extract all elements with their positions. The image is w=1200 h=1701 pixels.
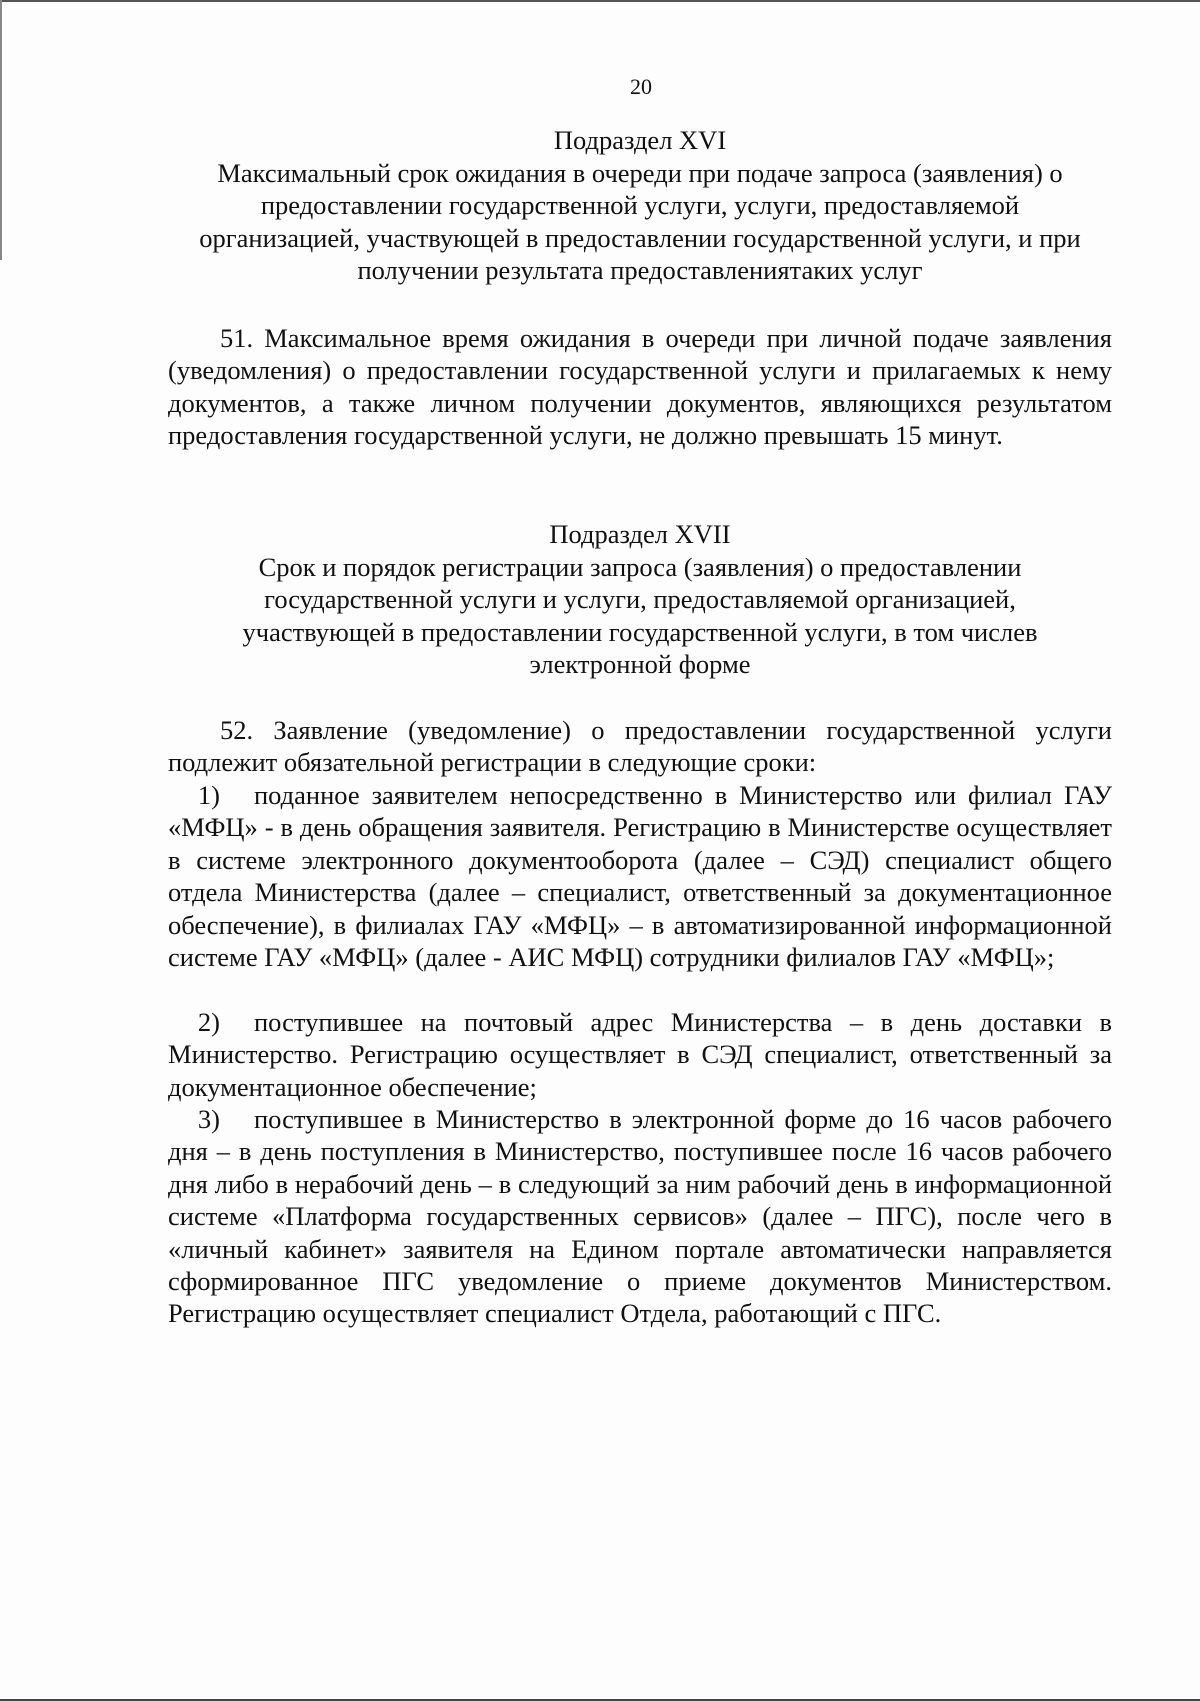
list-item-number: 3) bbox=[197, 1104, 220, 1134]
paragraph-51-text: 51. Максимальное время ожидания в очереди при личной подаче заявления (уведомления) о предоставлении государственной услуги и прилагаемых к нему документов, а также личном получении документов, являющихся результатом предоставления государственной услуги, не должно превышать 15 минут. bbox=[168, 323, 1112, 451]
list-item bbox=[168, 1006, 1112, 1103]
section-16-title: Подраздел XVI bbox=[553, 125, 727, 155]
section-16-heading bbox=[168, 124, 1112, 287]
section-17-heading-line: участвующей в предоставлении государственной услуги, в том числев bbox=[242, 616, 1038, 647]
paragraph-52 bbox=[168, 714, 1112, 779]
list-item-text: поступившее в Министерство в электронной форме до 16 часов рабочего дня – в день поступления в Министерство, поступившее после 16 часов рабочего дня либо в нерабочий день – в следующий за ним рабочий день в информационной системе «Платформа государственных сервисов» (далее – ПГС), после чего в «личный кабинет» заявителя на Едином портале автоматически направляется сформированное ПГС уведомление о приеме документов Министерством. Регистрацию осуществляет специалист Отдела, работающий с ПГС. bbox=[168, 1104, 1112, 1329]
list-item bbox=[168, 1103, 1112, 1330]
section-16-heading-line: организацией, участвующей в предоставлении государственной услуги, и при bbox=[199, 222, 1081, 253]
section-17-heading-line: Срок и порядок регистрации запроса (заявления) о предоставлении bbox=[258, 551, 1022, 582]
section-16-heading-line: получении результата предоставлениятаких услуг bbox=[357, 255, 923, 285]
scan-top-edge bbox=[0, 0, 1200, 2]
section-16-heading-line: Максимальный срок ожидания в очереди при подаче запроса (заявления) о bbox=[217, 157, 1063, 188]
list-item-text: поданное заявителем непосредственно в Министерство или филиал ГАУ «МФЦ» - в день обращения заявителя. Регистрацию в Министерстве осуществляет в системе электронного документооборота (далее – СЭД) специалист общего отдела Министерства (далее – специалист, ответственный за документационное обеспечение), в филиалах ГАУ «МФЦ» – в автоматизированной информационной системе ГАУ «МФЦ» (далее - АИС МФЦ) сотрудники филиалов ГАУ «МФЦ»; bbox=[168, 780, 1112, 973]
section-17-heading-line: электронной форме bbox=[529, 649, 751, 679]
paragraph-52-text: 52. Заявление (уведомление) о предоставлении государственной услуги подлежит обязательной регистрации в следующие сроки: bbox=[168, 715, 1112, 778]
section-17-heading bbox=[168, 518, 1112, 681]
list-item-number: 2) bbox=[197, 1007, 220, 1037]
list-item bbox=[168, 779, 1112, 973]
section-16-heading-line: предоставлении государственной услуги, услуги, предоставляемой bbox=[260, 190, 1020, 220]
list-item-number: 1) bbox=[197, 780, 220, 810]
list-item-text: поступившее на почтовый адрес Министерства – в день доставки в Министерство. Регистрацию осуществляет в СЭД специалист, ответственный за документационное обеспечение; bbox=[168, 1007, 1112, 1102]
section-17-title: Подраздел XVII bbox=[549, 519, 731, 549]
paragraph-51 bbox=[168, 322, 1112, 452]
section-17-heading-line: государственной услуги и услуги, предоставляемой организацией, bbox=[264, 584, 1016, 614]
scan-left-edge bbox=[0, 0, 2, 260]
page-number: 20 bbox=[630, 74, 652, 99]
